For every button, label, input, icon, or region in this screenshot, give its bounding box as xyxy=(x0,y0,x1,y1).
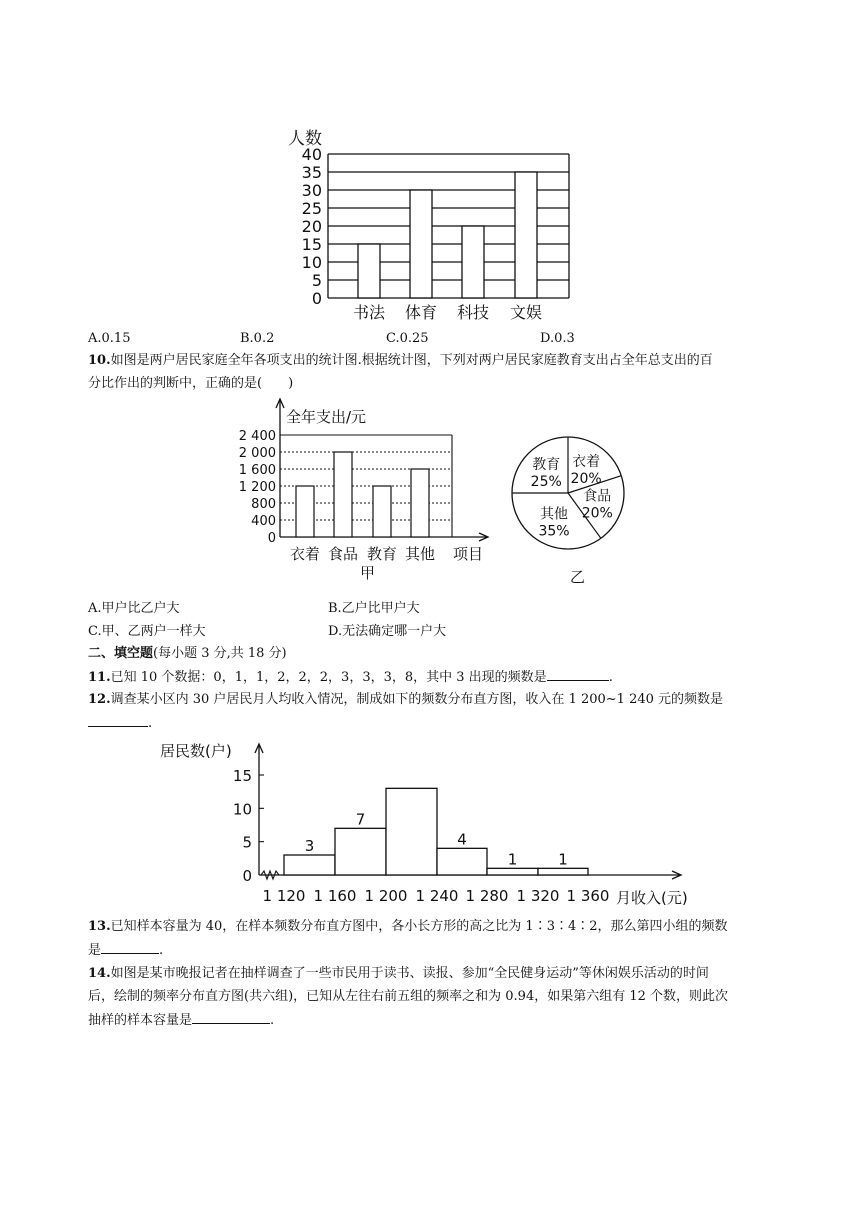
hist-x-ticks xyxy=(263,887,610,905)
top-y-tick-label: 30 xyxy=(301,181,322,200)
hist-bar xyxy=(284,855,335,875)
hist-x-tick-label: 1 160 xyxy=(313,887,357,905)
hist-x-tick-label: 1 360 xyxy=(566,887,610,905)
jia-y-tick-label: 400 xyxy=(251,514,276,529)
hist-xlabel: 月收入(元) xyxy=(616,889,688,907)
hist-x-tick-label: 1 280 xyxy=(465,887,509,905)
top-x-tick-label: 书法 xyxy=(352,303,386,322)
q14-end: . xyxy=(270,1013,275,1028)
q10-option-a: A.甲户比乙户大 xyxy=(88,601,180,616)
q13-answer-blank[interactable] xyxy=(101,941,159,954)
q9-option-b: B.0.2 xyxy=(240,331,275,346)
jia-y-tick-label: 1 200 xyxy=(238,480,276,495)
q10-number: 10. xyxy=(88,353,111,368)
hist-bars xyxy=(284,788,588,875)
top-y-tick-label: 25 xyxy=(301,199,322,218)
jia-chart-xlabel: 项目 xyxy=(453,545,484,563)
top-x-tick-label: 文娱 xyxy=(509,303,543,322)
q14-number: 14. xyxy=(88,966,111,981)
yi-slice-label: 衣着 xyxy=(572,454,601,471)
q14-answer-blank[interactable] xyxy=(192,1011,270,1024)
jia-x-tick-label: 衣着 xyxy=(289,545,321,563)
top-chart-ylabel: 人数 xyxy=(288,129,322,149)
q11-text: 已知 10 个数据：0，1，1，2，2，2，3，3，3，8，其中 3 出现的频数是 xyxy=(110,670,547,685)
hist-bar xyxy=(538,868,588,875)
yi-slice-label: 食品 xyxy=(583,488,612,505)
q11-number: 11. xyxy=(88,670,111,685)
q13-end: . xyxy=(159,943,164,958)
hist-y-tick-label: 15 xyxy=(232,767,252,785)
jia-x-tick-label: 食品 xyxy=(327,545,359,563)
q10-option-c: C.甲、乙两户一样大 xyxy=(88,624,206,639)
yi-slice-percent: 20% xyxy=(570,471,602,488)
hist-data-label: 1 xyxy=(507,850,518,869)
q9-option-a: A.0.15 xyxy=(88,331,131,346)
jia-y-tick-label: 2 000 xyxy=(238,446,276,461)
q13-text: 已知样本容量为 40，在样本频数分布直方图中，各小长方形的高之比为 1∶3∶4∶2，那么第四小组的频数 xyxy=(110,919,728,934)
q14-line3-text: 抽样的样本容量是 xyxy=(88,1013,193,1028)
jia-y-tick-label: 800 xyxy=(251,497,276,512)
q10-line2: 分比作出的判断中，正确的是( ) xyxy=(88,376,294,391)
hist-data-label: 1 xyxy=(558,850,568,869)
q14-text-1: 如图是某市晚报记者在抽样调查了一些市民用于读书、读报、参加“全民健身运动”等休闲娱乐活动的时间 xyxy=(110,966,709,981)
q13-line1 xyxy=(88,918,728,936)
top-y-tick-label: 20 xyxy=(301,217,322,236)
jia-y-tick-label: 1 600 xyxy=(238,463,276,478)
q9-option-d: D.0.3 xyxy=(540,331,575,346)
hist-data-label: 4 xyxy=(457,830,467,849)
jia-chart-ylabel: 全年支出/元 xyxy=(286,408,367,426)
hist-x-tick-label: 1 200 xyxy=(364,887,408,905)
q13-line2-text: 是 xyxy=(88,943,102,958)
section-2-title: 二、填空题 xyxy=(88,646,154,661)
top-y-tick-label: 15 xyxy=(301,235,322,254)
hist-ylabel: 居民数(户) xyxy=(160,742,232,760)
top-y-tick-label: 10 xyxy=(301,253,322,272)
hist-y-tick-label: 10 xyxy=(232,800,252,819)
q10-option-b: B.乙户比甲户大 xyxy=(328,601,420,616)
yi-slice-percent: 35% xyxy=(538,523,570,540)
hist-x-tick-label: 1 320 xyxy=(516,887,560,905)
top-y-tick-label: 5 xyxy=(311,271,322,290)
jia-x-tick-label: 其他 xyxy=(404,545,436,563)
hist-bar xyxy=(335,828,386,875)
top-y-tick-label: 40 xyxy=(301,145,322,164)
jia-x-tick-label: 教育 xyxy=(366,545,398,563)
jia-y-tick-label: 2 400 xyxy=(238,429,276,444)
q12-end: . xyxy=(148,716,153,731)
q10-option-d: D.无法确定哪一户大 xyxy=(328,624,447,639)
q14-line1 xyxy=(88,965,709,983)
hist-x-tick-label: 1 120 xyxy=(262,887,306,905)
hist-bar xyxy=(487,868,538,875)
top-x-tick-label: 体育 xyxy=(404,303,438,322)
section-2-note: (每小题 3 分,共 18 分) xyxy=(153,646,287,661)
yi-slice-label: 其他 xyxy=(540,506,569,523)
q13-line2 xyxy=(88,941,163,960)
q10-text-1: 如图是两户居民家庭全年各项支出的统计图.根据统计图，下列对两户居民家庭教育支出占全年总支出的百 xyxy=(110,353,713,368)
top-y-tick-label: 35 xyxy=(301,163,322,182)
yi-slice-percent: 20% xyxy=(581,505,613,522)
q12-text: 调查某小区内 30 户居民月人均收入情况，制成如下的频数分布直方图，收入在 1 200~1 240 元的频数是 xyxy=(110,692,724,707)
hist-y-tick-label: 5 xyxy=(242,833,252,852)
top-x-tick-label: 科技 xyxy=(456,303,490,322)
q12-number: 12. xyxy=(88,692,111,707)
jia-chart-caption: 甲 xyxy=(360,564,376,582)
q11-end: . xyxy=(608,670,613,685)
q13-number: 13. xyxy=(88,919,111,934)
hist-y-tick-label: 0 xyxy=(242,867,252,885)
hist-data-label: 7 xyxy=(355,810,366,829)
top-y-tick-label: 0 xyxy=(311,289,322,308)
yi-slice-label: 教育 xyxy=(532,457,561,474)
hist-data-label: 3 xyxy=(304,837,315,855)
hist-x-tick-label: 1 240 xyxy=(415,887,459,905)
hist-bar xyxy=(386,788,437,875)
q14-line3 xyxy=(88,1011,274,1030)
q14-line2: 后，绘制的频率分布直方图(共六组)，已知从左往右前五组的频率之和为 0.94，如果第六组有 12 个数，则此次 xyxy=(88,989,729,1004)
q9-option-c: C.0.25 xyxy=(386,331,429,346)
jia-y-tick-label: 0 xyxy=(267,531,276,546)
hist-bar xyxy=(437,848,487,875)
yi-slice-percent: 25% xyxy=(530,474,562,491)
yi-chart-caption: 乙 xyxy=(570,568,586,586)
